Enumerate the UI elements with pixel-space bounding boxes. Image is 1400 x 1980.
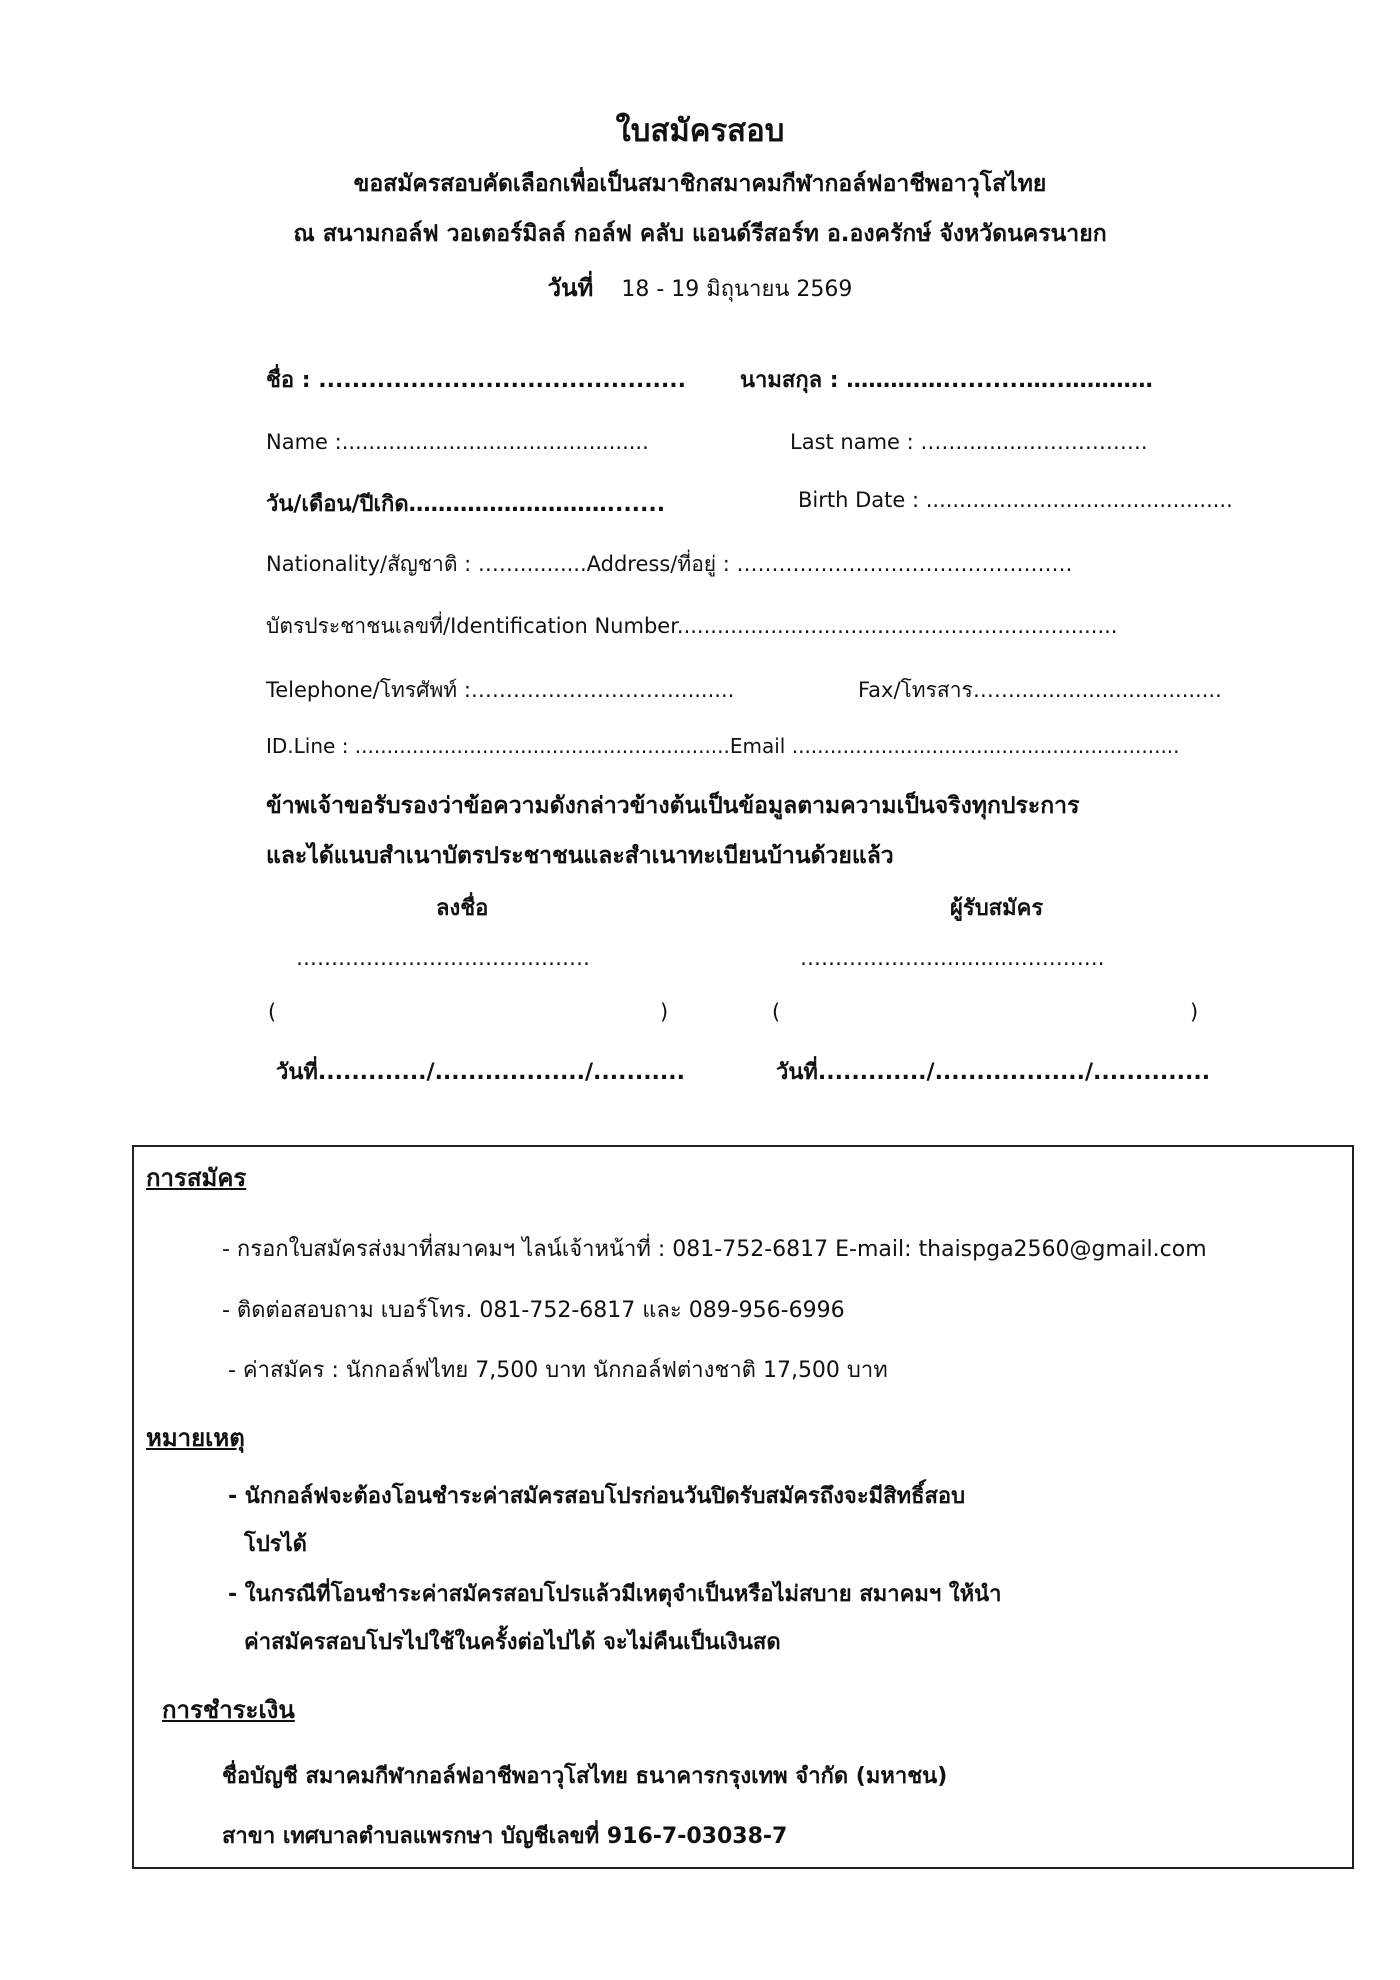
fax-field[interactable]: Fax/โทรสาร……............................... xyxy=(858,678,1222,702)
note-heading: หมายเหตุ xyxy=(146,1424,245,1452)
telephone-field[interactable]: Telephone/โทรศัพท์ :…………………………........ xyxy=(266,678,735,702)
applicant-name-paren-close: ) xyxy=(660,1000,669,1024)
first-name-th-field[interactable]: ชื่อ : ............................................ xyxy=(266,368,686,393)
apply-heading: การสมัคร xyxy=(146,1164,247,1192)
note-1-line-2: โปรได้ xyxy=(244,1532,307,1557)
receiver-name-paren-close: ) xyxy=(1190,1000,1199,1024)
payment-heading: การชำระเงิน xyxy=(162,1696,295,1724)
exam-date-line xyxy=(0,268,1400,307)
date-label: วันที่ xyxy=(547,274,594,302)
payment-account-name: ชื่อบัญชี สมาคมกีฬากอล์ฟอาชีพอาวุโสไทย ธนาคารกรุงเทพ จำกัด (มหาชน) xyxy=(222,1764,948,1789)
apply-item-fee: - ค่าสมัคร : นักกอล์ฟไทย 7,500 บาท นักกอล์ฟต่างชาติ 17,500 บาท xyxy=(228,1358,888,1383)
last-name-en-field[interactable]: Last name : ……...........……………. xyxy=(790,430,1148,454)
birth-date-en-field[interactable]: Birth Date : .............................................. xyxy=(798,488,1233,512)
receiver-signature-line[interactable]: …………………..........…………. xyxy=(800,946,1105,970)
applicant-signature-line[interactable]: …………………………………… xyxy=(296,946,590,970)
apply-item-phone: - ติดต่อสอบถาม เบอร์โทร. 081-752-6817 และ 089-956-6996 xyxy=(222,1298,845,1323)
venue-line: ณ สนามกอล์ฟ วอเตอร์มิลล์ กอล์ฟ คลับ แอนด์รีสอร์ท อ.องครักษ์ จังหวัดนครนายก xyxy=(293,221,1107,247)
form-subtitle: ขอสมัครสอบคัดเลือกเพื่อเป็นสมาชิกสมาคมกีฬากอล์ฟอาชีพอาวุโสไทย xyxy=(353,171,1047,197)
line-email-field[interactable]: ID.Line : ...........................................................Email ............................................................. xyxy=(266,734,1180,758)
note-1-line-1: - นักกอล์ฟจะต้องโอนชำระค่าสมัครสอบโปรก่อนวันปิดรับสมัครถึงจะมีสิทธิ์สอบ xyxy=(228,1484,966,1509)
declaration-line-2: และได้แนบสำเนาบัตรประชาชนและสำเนาทะเบียนบ้านด้วยแล้ว xyxy=(266,843,894,869)
nationality-address-field[interactable]: Nationality/สัญชาติ : ……..........Address/ที่อยู่ : ………………………………………… xyxy=(266,552,1073,576)
birth-date-th-field[interactable]: วัน/เดือน/ปีเกิด………………………....... xyxy=(266,492,666,517)
note-2-line-1: - ในกรณีที่โอนชำระค่าสมัครสอบโปรแล้วมีเหตุจำเป็นหรือไม่สบาย สมาคมฯ ให้นำ xyxy=(228,1582,1002,1607)
receiver-sign-label: ผู้รับสมัคร xyxy=(950,896,1044,921)
id-number-field[interactable]: บัตรประชาชนเลขที่/Identification Number.................................................................. xyxy=(266,614,1118,638)
declaration-line-1: ข้าพเจ้าขอรับรองว่าข้อความดังกล่าวข้างต้นเป็นข้อมูลตามความเป็นจริงทุกประการ xyxy=(266,793,1080,819)
form-title: ใบสมัครสอบ xyxy=(615,113,785,149)
payment-account-number: สาขา เทศบาลตำบลแพรกษา บัญชีเลขที่ 916-7-03038-7 xyxy=(222,1824,788,1849)
applicant-sign-label: ลงชื่อ xyxy=(436,896,489,921)
receiver-date-field[interactable]: วันที่............./................../.............. xyxy=(776,1060,1211,1085)
applicant-name-paren-open: ( xyxy=(268,1000,277,1024)
receiver-name-paren-open: ( xyxy=(772,1000,781,1024)
date-value: 18 - 19 มิถุนายน 2569 xyxy=(621,277,853,302)
last-name-th-field[interactable]: นามสกุล : ……….…..........…..………… xyxy=(740,368,1153,393)
apply-item-contact: - กรอกใบสมัครส่งมาที่สมาคมฯ ไลน์เจ้าหน้าที่ : 081-752-6817 E-mail: thaispga2560@gmail.com xyxy=(222,1237,1207,1262)
note-2-line-2: ค่าสมัครสอบโปรไปใช้ในครั้งต่อไปได้ จะไม่คืนเป็นเงินสด xyxy=(244,1630,781,1655)
applicant-date-field[interactable]: วันที่............./................../........... xyxy=(276,1060,685,1085)
first-name-en-field[interactable]: Name :.............................................. xyxy=(266,430,649,454)
